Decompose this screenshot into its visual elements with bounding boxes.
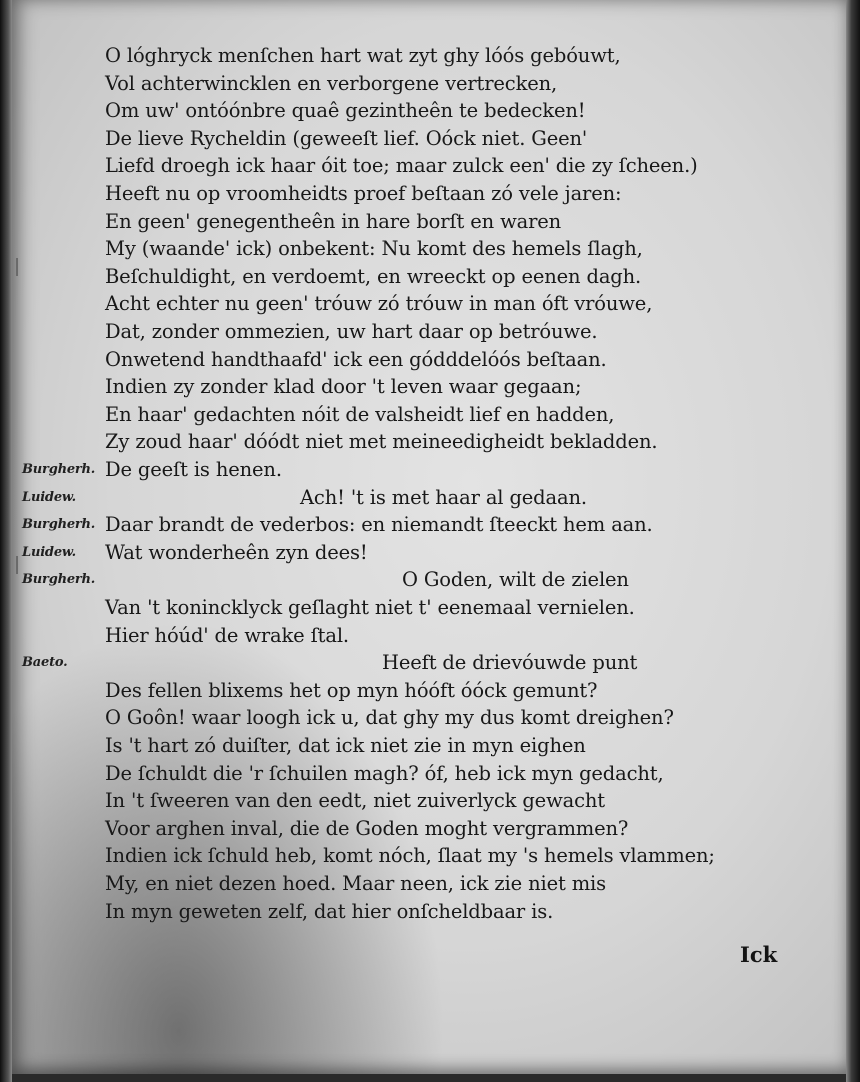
gutter-left-page-edge <box>0 0 12 1082</box>
verse-line <box>12 263 846 291</box>
verse-line <box>12 484 846 512</box>
verse-text: O lóghryck menſchen hart wat zyt ghy lóós gebóuwt, <box>105 44 621 67</box>
verse-line <box>12 815 846 843</box>
verse-line <box>12 566 846 594</box>
verse-text: O Goôn! waar loogh ick u, dat ghy my dus komt dreighen? <box>105 706 674 730</box>
verse-line <box>12 428 846 456</box>
verse-text: De geeſt is henen. <box>105 458 282 481</box>
verse-line <box>12 290 846 318</box>
verse-text: Des fellen blixems het op myn hóóft óóck gemunt? <box>105 678 598 702</box>
verse-text: Voor arghen inval, die de Goden moght vergrammen? <box>105 816 629 840</box>
verse-text: Van 't konincklyck geſlaght niet t' eenemaal vernielen. <box>105 596 635 619</box>
speaker-label: Luidew. <box>22 544 76 560</box>
verse-line <box>12 456 846 484</box>
verse-text: Zy zoud haar' dóódt niet met meineedigheidt bekladden. <box>105 430 658 454</box>
book-page <box>12 0 846 1074</box>
verse-line <box>12 42 846 70</box>
verse-text: O Goden, wilt de zielen <box>402 568 629 592</box>
verse-text: Om uw' ontóónbre quaê gezintheên te bedecken! <box>105 99 586 123</box>
verse-line <box>12 898 846 926</box>
verse-text: Acht echter nu geen' tróuw zó tróuw in man óft vróuwe, <box>105 292 653 316</box>
verse-text: Wat wonderheên zyn dees! <box>105 540 368 564</box>
speaker-label: Burgherh. <box>22 462 96 477</box>
verse-line <box>12 594 846 622</box>
verse-line <box>12 870 846 898</box>
verse-line <box>12 152 846 180</box>
verse-line <box>12 346 846 374</box>
verse-line <box>12 649 846 677</box>
verse-line <box>12 787 846 815</box>
verse-line <box>12 677 846 705</box>
verse-text: De ſchuldt die 'r ſchuilen magh? óf, heb ick myn gedacht, <box>105 761 664 785</box>
verse-text: Dat, zonder ommezien, uw hart daar op betróuwe. <box>105 320 598 343</box>
verse-text: Ach! 't is met haar al gedaan. <box>300 485 587 509</box>
verse-line <box>12 125 846 153</box>
verse-line <box>12 208 846 236</box>
verse-line <box>12 760 846 788</box>
speaker-label: Luidew. <box>22 489 76 505</box>
verse-text: Heeft nu op vroomheidts proef beſtaan zó vele jaren: <box>105 182 622 205</box>
verse-text: Hier hóúd' de wrake ſtal. <box>105 623 349 647</box>
verse-text: Indien ick ſchuld heb, komt nóch, ſlaat my 's hemels vlammen; <box>105 844 715 868</box>
verse-line <box>12 97 846 125</box>
verse-line <box>12 235 846 263</box>
verse-line <box>12 511 846 539</box>
verse-text: Indien zy zonder klad door 't leven waar gegaan; <box>105 375 582 399</box>
verse-text: In myn geweten zelf, dat hier onſcheldbaar is. <box>105 899 554 923</box>
verse-text: Liefd droegh ick haar óit toe; maar zulck een' die zy ſcheen.) <box>105 154 698 178</box>
verse-text: Heeft de drievóuwde punt <box>382 651 638 675</box>
verse-line <box>12 70 846 98</box>
verse-text: En haar' gedachten nóit de valsheidt lief en hadden, <box>105 402 615 426</box>
verse-line <box>12 622 846 650</box>
verse-text: Beſchuldight, en verdoemt, en wreeckt op eenen dagh. <box>105 264 642 288</box>
verse-text: Onwetend handthaafd' ick een gódddelóós beſtaan. <box>105 347 607 371</box>
verse-line <box>12 180 846 208</box>
verse-line <box>12 704 846 732</box>
verse-text: My (waande' ick) onbekent: Nu komt des hemels ſlagh, <box>105 237 643 261</box>
speaker-label: Baeto. <box>22 655 68 671</box>
verse-line <box>12 539 846 567</box>
verse-text: In 't ſweeren van den eedt, niet zuiverlyck gewacht <box>105 789 605 813</box>
verse-line <box>12 318 846 346</box>
verse-text: Is 't hart zó duiſter, dat ick niet zie in myn eighen <box>105 734 586 757</box>
verse-text: En geen' genegentheên in hare borſt en waren <box>105 209 562 233</box>
verse-line <box>12 373 846 401</box>
verse-text: De lieve Rycheldin (geweeſt lief. Oóck niet. Geen' <box>105 126 588 150</box>
verse-text: My, en niet dezen hoed. Maar neen, ick zie niet mis <box>105 872 606 895</box>
verse-line <box>12 401 846 429</box>
verse-line <box>12 842 846 870</box>
speaker-label: Burgherh. <box>22 517 96 533</box>
speaker-label: Burgherh. <box>22 572 96 588</box>
verse-line <box>12 732 846 760</box>
verse-text: Vol achterwincklen en verborgene vertrecken, <box>105 71 558 95</box>
right-page-edge <box>846 0 860 1082</box>
catchword: Ick <box>740 942 778 967</box>
verse-text: Daar brandt de vederbos: en niemandt ſteeckt hem aan. <box>105 513 653 537</box>
